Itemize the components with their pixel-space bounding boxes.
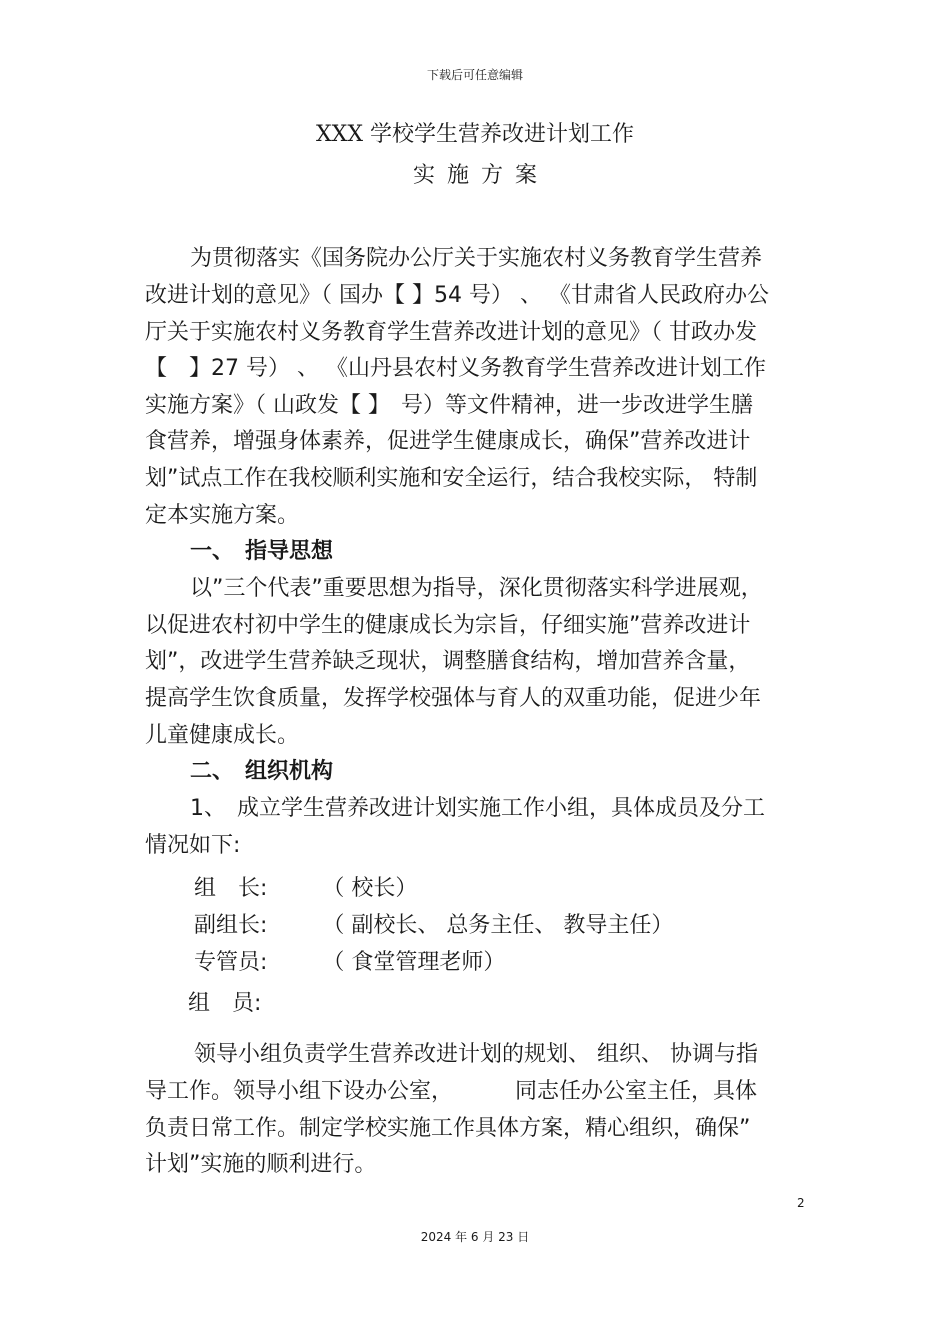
body-line: 1、 成立学生营养改进计划实施工作小组，具体成员及分工 [190, 796, 765, 821]
section-heading: 二、 组织机构 [190, 759, 334, 784]
body-line: 定本实施方案。 [145, 503, 300, 528]
body-line: 改进计划的意见》（ 国办【 】54 号） 、 《甘肃省人民政府办公 [145, 283, 769, 308]
document-subtitle: 实施方案 [412, 163, 549, 188]
body-line: 食营养，增强身体素养，促进学生健康成长，确保”营养改进计 [145, 429, 751, 454]
body-line: 以促进农村初中学生的健康成长为宗旨，仔细实施”营养改进计 [145, 613, 751, 638]
body-line: 划”，改进学生营养缺乏现状，调整膳食结构，增加营养含量， [145, 649, 751, 674]
body-line: 导工作。领导小组下设办公室， 同志任办公室主任，具体 [145, 1079, 757, 1104]
body-line: 实施方案》（ 山政发【 】 号）等文件精神，进一步改进学生膳 [145, 393, 753, 418]
page-footer-date: 2024 年 6 月 23 日 [420, 1230, 530, 1244]
body-line: 领导小组负责学生营养改进计划的规划、 组织、 协调与指 [194, 1042, 758, 1067]
body-line: 划”试点工作在我校顺利实施和安全运行，结合我校实际， 特制 [145, 466, 758, 491]
body-line: 提高学生饮食质量，发挥学校强体与育人的双重功能，促进少年 [145, 686, 762, 711]
body-line: 厅关于实施农村义务教育学生营养改进计划的意见》（ 甘政办发 [145, 320, 757, 345]
page-header: 下载后可任意编辑 [426, 68, 523, 82]
body-line: 儿童健康成长。 [145, 723, 300, 748]
body-line: 情况如下: [145, 833, 241, 858]
body-line: 为贯彻落实《国务院办公厅关于实施农村义务教育学生营养 [190, 246, 763, 271]
body-line: 【 】27 号） 、 《山丹县农村义务教育学生营养改进计划工作 [145, 356, 766, 381]
body-line: 计划”实施的顺利进行。 [145, 1152, 377, 1177]
member-row: 专管员: （ 食堂管理老师） [194, 950, 506, 975]
page-number: 2 [797, 1196, 805, 1210]
member-row: 组 长: （ 校长） [194, 876, 418, 901]
body-line: 以”三个代表”重要思想为指导，深化贯彻落实科学进展观， [190, 576, 763, 601]
section-heading: 一、 指导思想 [190, 539, 334, 564]
body-line: 负责日常工作。制定学校实施工作具体方案，精心组织，确保” [145, 1116, 751, 1141]
document-title: XXX 学校学生营养改进计划工作 [316, 122, 634, 147]
member-row: 组 员: [188, 991, 262, 1016]
member-row: 副组长: （ 副校长、 总务主任、 教导主任） [194, 913, 674, 938]
